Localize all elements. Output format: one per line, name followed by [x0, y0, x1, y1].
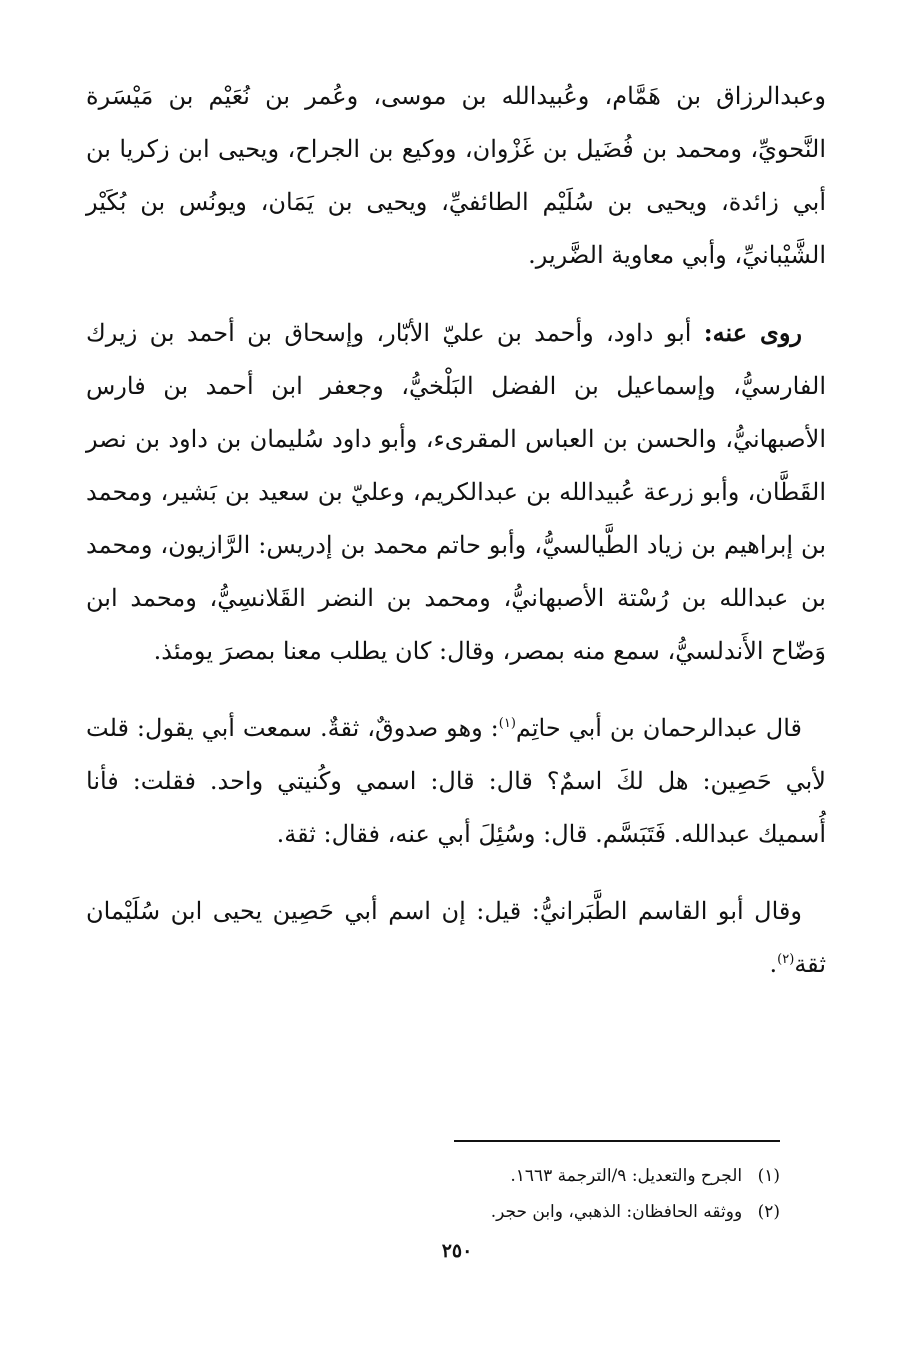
footnote-2 — [180, 1194, 780, 1230]
footnote-ref-1[interactable]: (١) — [498, 716, 516, 731]
paragraph-text: وقال أبو القاسم الطَّبَرانيُّ: قيل: إن اسم أبي حَصِين يحيى ابن سُلَيْمان ثقة — [86, 897, 826, 978]
paragraph-ibn-abi-hatim — [86, 702, 826, 861]
paragraph-text: وعبدالرزاق بن هَمَّام، وعُبيدالله بن موسى، وعُمر بن نُعَيْم بن مَيْسَرة النَّحويِّ، ومحمد بن فُضَيل بن غَزْوان، ووكيع بن الجراح، ويحيى ابن زكريا بن أبي زائدة، ويحيى بن سُلَيْم الطائفيِّ، ويحيى بن يَمَان، ويونُس بن بُكَيْر الشَّيْبانيِّ، وأبي معاوية الضَّرير. — [86, 82, 827, 269]
paragraph-text: قال عبدالرحمان بن أبي حاتِم — [515, 714, 802, 742]
section-lead: روى عنه: — [703, 318, 803, 347]
paragraph-text: : وهو صدوقٌ، ثقةٌ. سمعت أبي يقول: قلت لأبي حَصِين: هل لكَ اسمٌ؟ قال: قال: اسمي وكُنيتي واحد. فقلت: فأنا أُسميك عبدالله. فَتَبَسَّم. قال: وسُئِلَ أبي عنه، فقال: ثقة. — [86, 714, 826, 848]
footnote-1 — [180, 1158, 780, 1194]
footnote-divider — [454, 1140, 780, 1142]
footnote-number: (٢) — [757, 1202, 780, 1222]
page-body — [86, 70, 826, 991]
paragraph-narrators-from — [86, 70, 826, 282]
paragraph-text: . — [769, 950, 778, 978]
footnote-text: الجرح والتعديل: ٩/الترجمة ١٦٦٣. — [510, 1166, 743, 1186]
footnote-number: (١) — [757, 1166, 780, 1186]
paragraph-text: أبو داود، وأحمد بن عليّ الأبّار، وإسحاق بن أحمد بن زيرك الفارسيُّ، وإسماعيل بن الفضل البَلْخيُّ، وجعفر ابن أحمد بن فارس الأصبهانيُّ، والحسن بن العباس المقرىء، وأبو داود سُليمان بن داود بن نصر القَطَّان، وأبو زرعة عُبيدالله بن عبدالكريم، وعليّ بن سعيد بن بَشير، ومحمد بن إبراهيم بن زياد الطَّيالسيُّ، وأبو حاتم محمد بن إدريس: الرَّازيون، ومحمد بن عبدالله بن رُسْتة الأصبهانيُّ، ومحمد بن النضر القَلانسِيُّ، ومحمد ابن وَضّاح الأَندلسيُّ، سمع منه بمصر، وقال: كان يطلب معنا بمصرَ يومئذ. — [86, 319, 826, 665]
footnotes — [180, 1158, 780, 1230]
footnote-text: ووثقه الحافظان: الذهبي، وابن حجر. — [490, 1202, 743, 1222]
footnote-ref-2[interactable]: (٢) — [777, 952, 795, 967]
paragraph-narrated-by — [86, 306, 826, 678]
page-number: ٢٥٠ — [441, 1240, 473, 1262]
paragraph-tabarani — [86, 885, 826, 991]
